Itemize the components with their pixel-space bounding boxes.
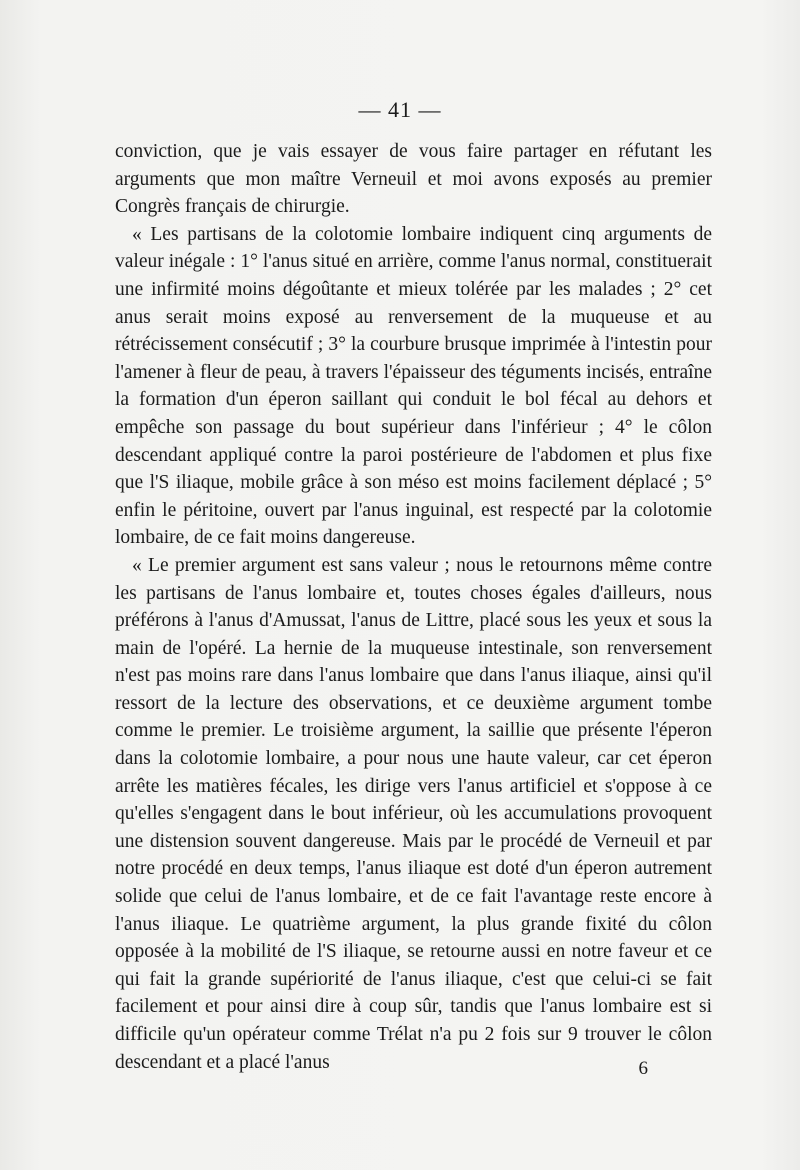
paragraph-continuation: conviction, que je vais essayer de vous faire partager en réfutant les arguments que mon maître Verneuil et moi avons exposés au premier Congrès français de chirurgie. [115, 141, 712, 218]
paragraph-refutation: « Le premier argument est sans valeur ; nous le retournons même contre les partisans de l'anus lombaire et, toutes choses égales d'ailleurs, nous préférons à l'anus d'Amussat, l'anus de Littre, placé sous les yeux et sous la main de l'opéré. La hernie de la muqueuse intestinale, son renversement n'est pas moins rare dans l'anus lombaire que dans l'anus iliaque, ainsi qu'il ressort de la lecture des observations, et ce deuxième argument tombe comme le premier. Le troisième argument, la saillie que présente l'éperon dans la colotomie lombaire, a pour nous une haute valeur, car cet éperon arrête les matières fécales, les dirige vers l'anus artificiel et s'oppose à ce qu'elles s'engagent dans le bout inférieur, où les accumulations provoquent une distension souvent dangereuse. Mais par le procédé de Verneuil et par notre procédé en deux temps, l'anus iliaque est doté d'un éperon autrement solide que celui de l'anus lombaire, et de ce fait l'avantage reste encore à l'anus iliaque. Le quatrième argument, la plus grande fixité du côlon opposée à la mobilité de l'S iliaque, se retourne aussi en notre faveur et ce qui fait la grande supériorité de l'anus iliaque, c'est que celui-ci se fait facilement et pour ainsi dire à coup sûr, tandis que l'anus lombaire est si difficile qu'un opérateur comme Trélat n'a pu 2 fois sur 9 trouver le côlon descendant et a placé l'anus [115, 554, 712, 1073]
body-text [115, 138, 712, 1076]
page-number: — 41 — [358, 97, 442, 122]
paragraph-arguments: « Les partisans de la colotomie lombaire indiquent cinq arguments de valeur inégale : 1° l'anus situé en arrière, comme l'anus normal, constituerait une infirmité moins dégoûtante et mieux tolérée par les malades ; 2° cet anus serait moins exposé au renversement de la muqueuse et au rétrécissement consécutif ; 3° la courbure brusque imprimée à l'intestin pour l'amener à fleur de peau, à travers l'épaisseur des téguments incisés, entraîne la formation d'un éperon saillant qui conduit le bol fécal au dehors et empêche son passage du bout supérieur dans l'inférieur ; 4° le côlon descendant appliqué contre la paroi postérieure de l'abdomen et plus fixe que l'S iliaque, mobile grâce à son méso est moins facilement déplacé ; 5° enfin le péritoine, ouvert par l'anus inguinal, est respecté par la colotomie lombaire, de ce fait moins dangereuse. [115, 223, 712, 549]
signature-mark: 6 [638, 1058, 648, 1079]
